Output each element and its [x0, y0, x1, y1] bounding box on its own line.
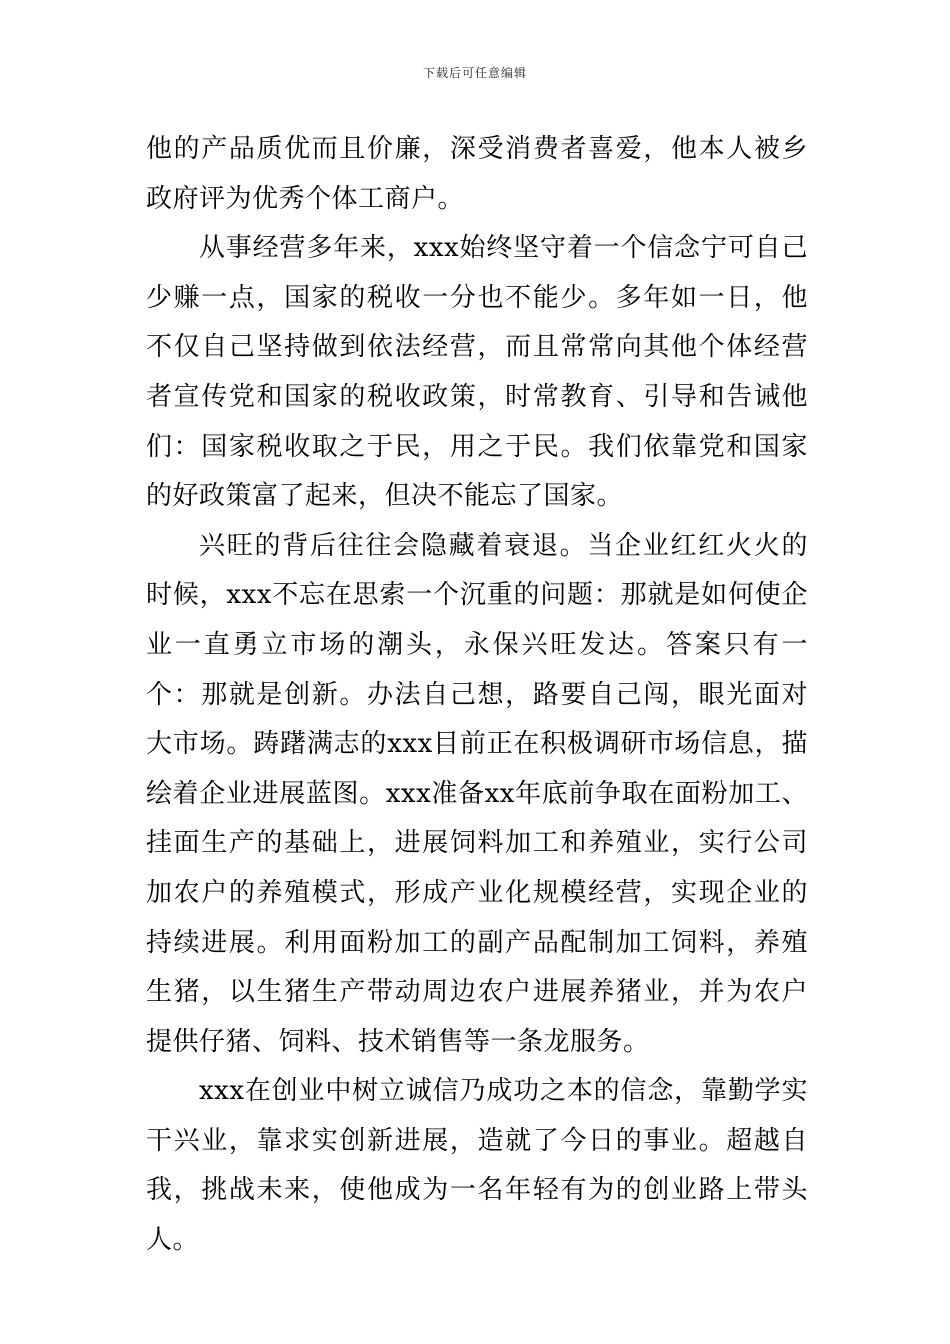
paragraph-3: 兴旺的背后往往会隐藏着衰退。当企业红红火火的时候，xxx不忘在思索一个沉重的问题：那就是如何使企业一直勇立市场的潮头，永保兴旺发达。答案只有一个：那就是创新。办法自己想，路要自己闯，眼光面对大市场。踌躇满志的xxx目前正在积极调研市场信息，描绘着企业进展蓝图。xxx准备xx年底前争取在面粉加工、挂面生产的基础上，进展饲料加工和养殖业，实行公司加农户的养殖模式，形成产业化规模经营，实现企业的持续进展。利用面粉加工的副产品配制加工饲料，养殖生猪，以生猪生产带动周边农户进展养猪业，并为农户提供仔猪、饲料、技术销售等一条龙服务。 — [146, 530, 808, 1057]
paragraph-1: 他的产品质优而且价廉，深受消费者喜爱，他本人被乡政府评为优秀个体工商户。 — [146, 134, 808, 214]
page-header: 下载后可任意编辑 — [422, 66, 527, 80]
paragraph-2: 从事经营多年来，xxx始终坚守着一个信念宁可自己少赚一点，国家的税收一分也不能少。多年如一日，他不仅自己坚持做到依法经营，而且常常向其他个体经营者宣传党和国家的税收政策，时常教育、引导和告诫他们：国家税收取之于民，用之于民。我们依靠党和国家的好政策富了起来，但决不能忘了国家。 — [146, 233, 808, 512]
paragraph-4: xxx在创业中树立诚信乃成功之本的信念，靠勤学实干兴业，靠求实创新进展，造就了今日的事业。超越自我，挑战未来，使他成为一名年轻有为的创业路上带头人。 — [146, 1076, 808, 1256]
document-body — [146, 125, 808, 1266]
